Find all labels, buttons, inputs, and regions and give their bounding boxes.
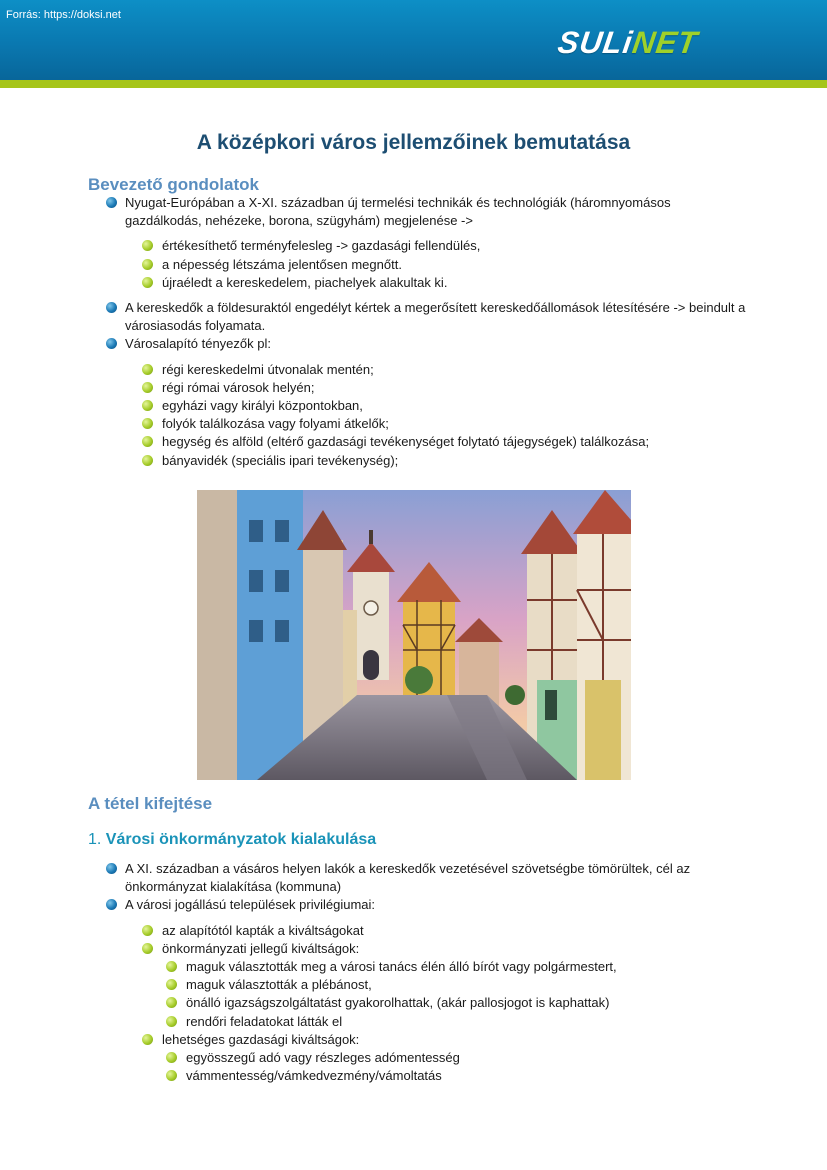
town-street-illustration [197,490,631,780]
list-item-text: egyházi vagy királyi központokban, [162,398,363,414]
list-item-text: hegység és alföld (eltérő gazdasági tevékenységet folytató tájegységek) találkozása; [162,434,650,450]
logo-text-suli: SULi [555,25,636,60]
green-bullet-icon [142,364,153,375]
main-list [88,860,748,1085]
page-header [0,0,827,80]
logo-text-net: NET [630,25,701,60]
blue-bullet-icon [106,302,117,313]
list-item-text: vámmentesség/vámkedvezmény/vámoltatás [186,1068,442,1084]
list-item [88,299,748,335]
sub-sub-list-item [88,1013,748,1031]
blue-bullet-icon [106,338,117,349]
list-item-text: A városi jogállású települések privilégiumai: [125,897,376,913]
list-item-text: rendőri feladatokat látták el [186,1013,343,1029]
list-item-text: A kereskedők a földesuraktól engedélyt kértek a megerősített kereskedőállomások létesítésére -> beindult a városiasodás folyamata. [125,300,746,334]
green-bullet-icon [166,997,177,1008]
sub-list-item [88,433,748,451]
list-item-text: a népesség létszáma jelentősen megnőtt. [162,256,402,272]
list-item-text: értékesíthető terményfelesleg -> gazdasági fellendülés, [162,238,481,254]
list-item-text: egyösszegű adó vagy részleges adómentesség [186,1050,460,1066]
sub-list-item [88,922,748,940]
green-bullet-icon [142,1034,153,1045]
subheading-title: Városi önkormányzatok kialakulása [105,831,377,848]
header-stripe [0,80,827,88]
list-item-text: önálló igazságszolgáltatást gyakorolhattak, (akár pallosjogot is kaphattak) [186,995,610,1011]
green-bullet-icon [142,382,153,393]
sub-list-item [88,237,748,255]
sub-sub-list-item [88,994,748,1012]
green-bullet-icon [166,1070,177,1081]
sulinet-logo [555,25,700,61]
green-bullet-icon [142,277,153,288]
list-item-text: újraéledt a kereskedelem, piachelyek alakultak ki. [162,274,448,290]
sub-sub-list-item [88,1049,748,1067]
list-item-text: maguk választották a plébánost, [186,977,372,993]
sub-sub-list-item [88,976,748,994]
green-bullet-icon [142,259,153,270]
list-item-text: A XI. században a vásáros helyen lakók a kereskedők vezetésével szövetségbe tömörültek, cél az önkormányzat kialakítása (kommuna) [125,861,691,895]
list-item-text: régi római városok helyén; [162,379,315,395]
list-item-text: az alapítótól kapták a kiváltságokat [162,922,364,938]
sub-list-item [88,415,748,433]
list-item-text: önkormányzati jellegű kiváltságok: [162,940,360,956]
list-item-text: Városalapító tényezők pl: [125,336,271,352]
green-bullet-icon [142,455,153,466]
heading-intro: Bevezető gondolatok [88,175,259,194]
blue-bullet-icon [106,899,117,910]
blue-bullet-icon [106,863,117,874]
green-bullet-icon [166,979,177,990]
green-bullet-icon [142,400,153,411]
list-item [88,860,748,896]
sub-list-item [88,274,748,292]
blue-bullet-icon [106,197,117,208]
sub-list-item [88,256,748,274]
list-item [88,335,748,353]
subheading-1 [88,831,376,849]
green-bullet-icon [142,943,153,954]
sub-sub-list-item [88,958,748,976]
list-item [88,194,748,230]
list-item-text: bányavidék (speciális ipari tevékenység); [162,452,399,468]
sub-list-item [88,379,748,397]
green-bullet-icon [142,436,153,447]
list-item-text: régi kereskedelmi útvonalak mentén; [162,361,374,377]
heading-main: A tétel kifejtése [88,794,213,813]
green-bullet-icon [166,1052,177,1063]
medieval-town-photo [197,490,631,780]
sub-sub-list-item [88,1067,748,1085]
sub-list-item [88,452,748,470]
subheading-number: 1. [88,831,102,848]
green-bullet-icon [166,1016,177,1027]
green-bullet-icon [142,925,153,936]
list-item-text: folyók találkozása vagy folyami átkelők; [162,416,389,432]
list-item [88,896,748,914]
green-bullet-icon [142,418,153,429]
green-bullet-icon [142,240,153,251]
list-item-text: Nyugat-Európában a X-XI. században új termelési technikák és technológiák (háromnyomásos gazdálkodás, nehézeke, borona, szügyhám) megjelenése -> [125,195,671,229]
list-item-text: lehetséges gazdasági kiváltságok: [162,1031,360,1047]
sub-list-item [88,1031,748,1049]
green-bullet-icon [166,961,177,972]
intro-list [88,194,748,470]
sub-list-item [88,940,748,958]
sub-list-item [88,397,748,415]
sub-list-item [88,361,748,379]
source-url[interactable]: Forrás: https://doksi.net [6,9,121,21]
list-item-text: maguk választották meg a városi tanács élén álló bírót vagy polgármestert, [186,959,617,975]
page-title: A középkori város jellemzőinek bemutatása [196,131,631,154]
